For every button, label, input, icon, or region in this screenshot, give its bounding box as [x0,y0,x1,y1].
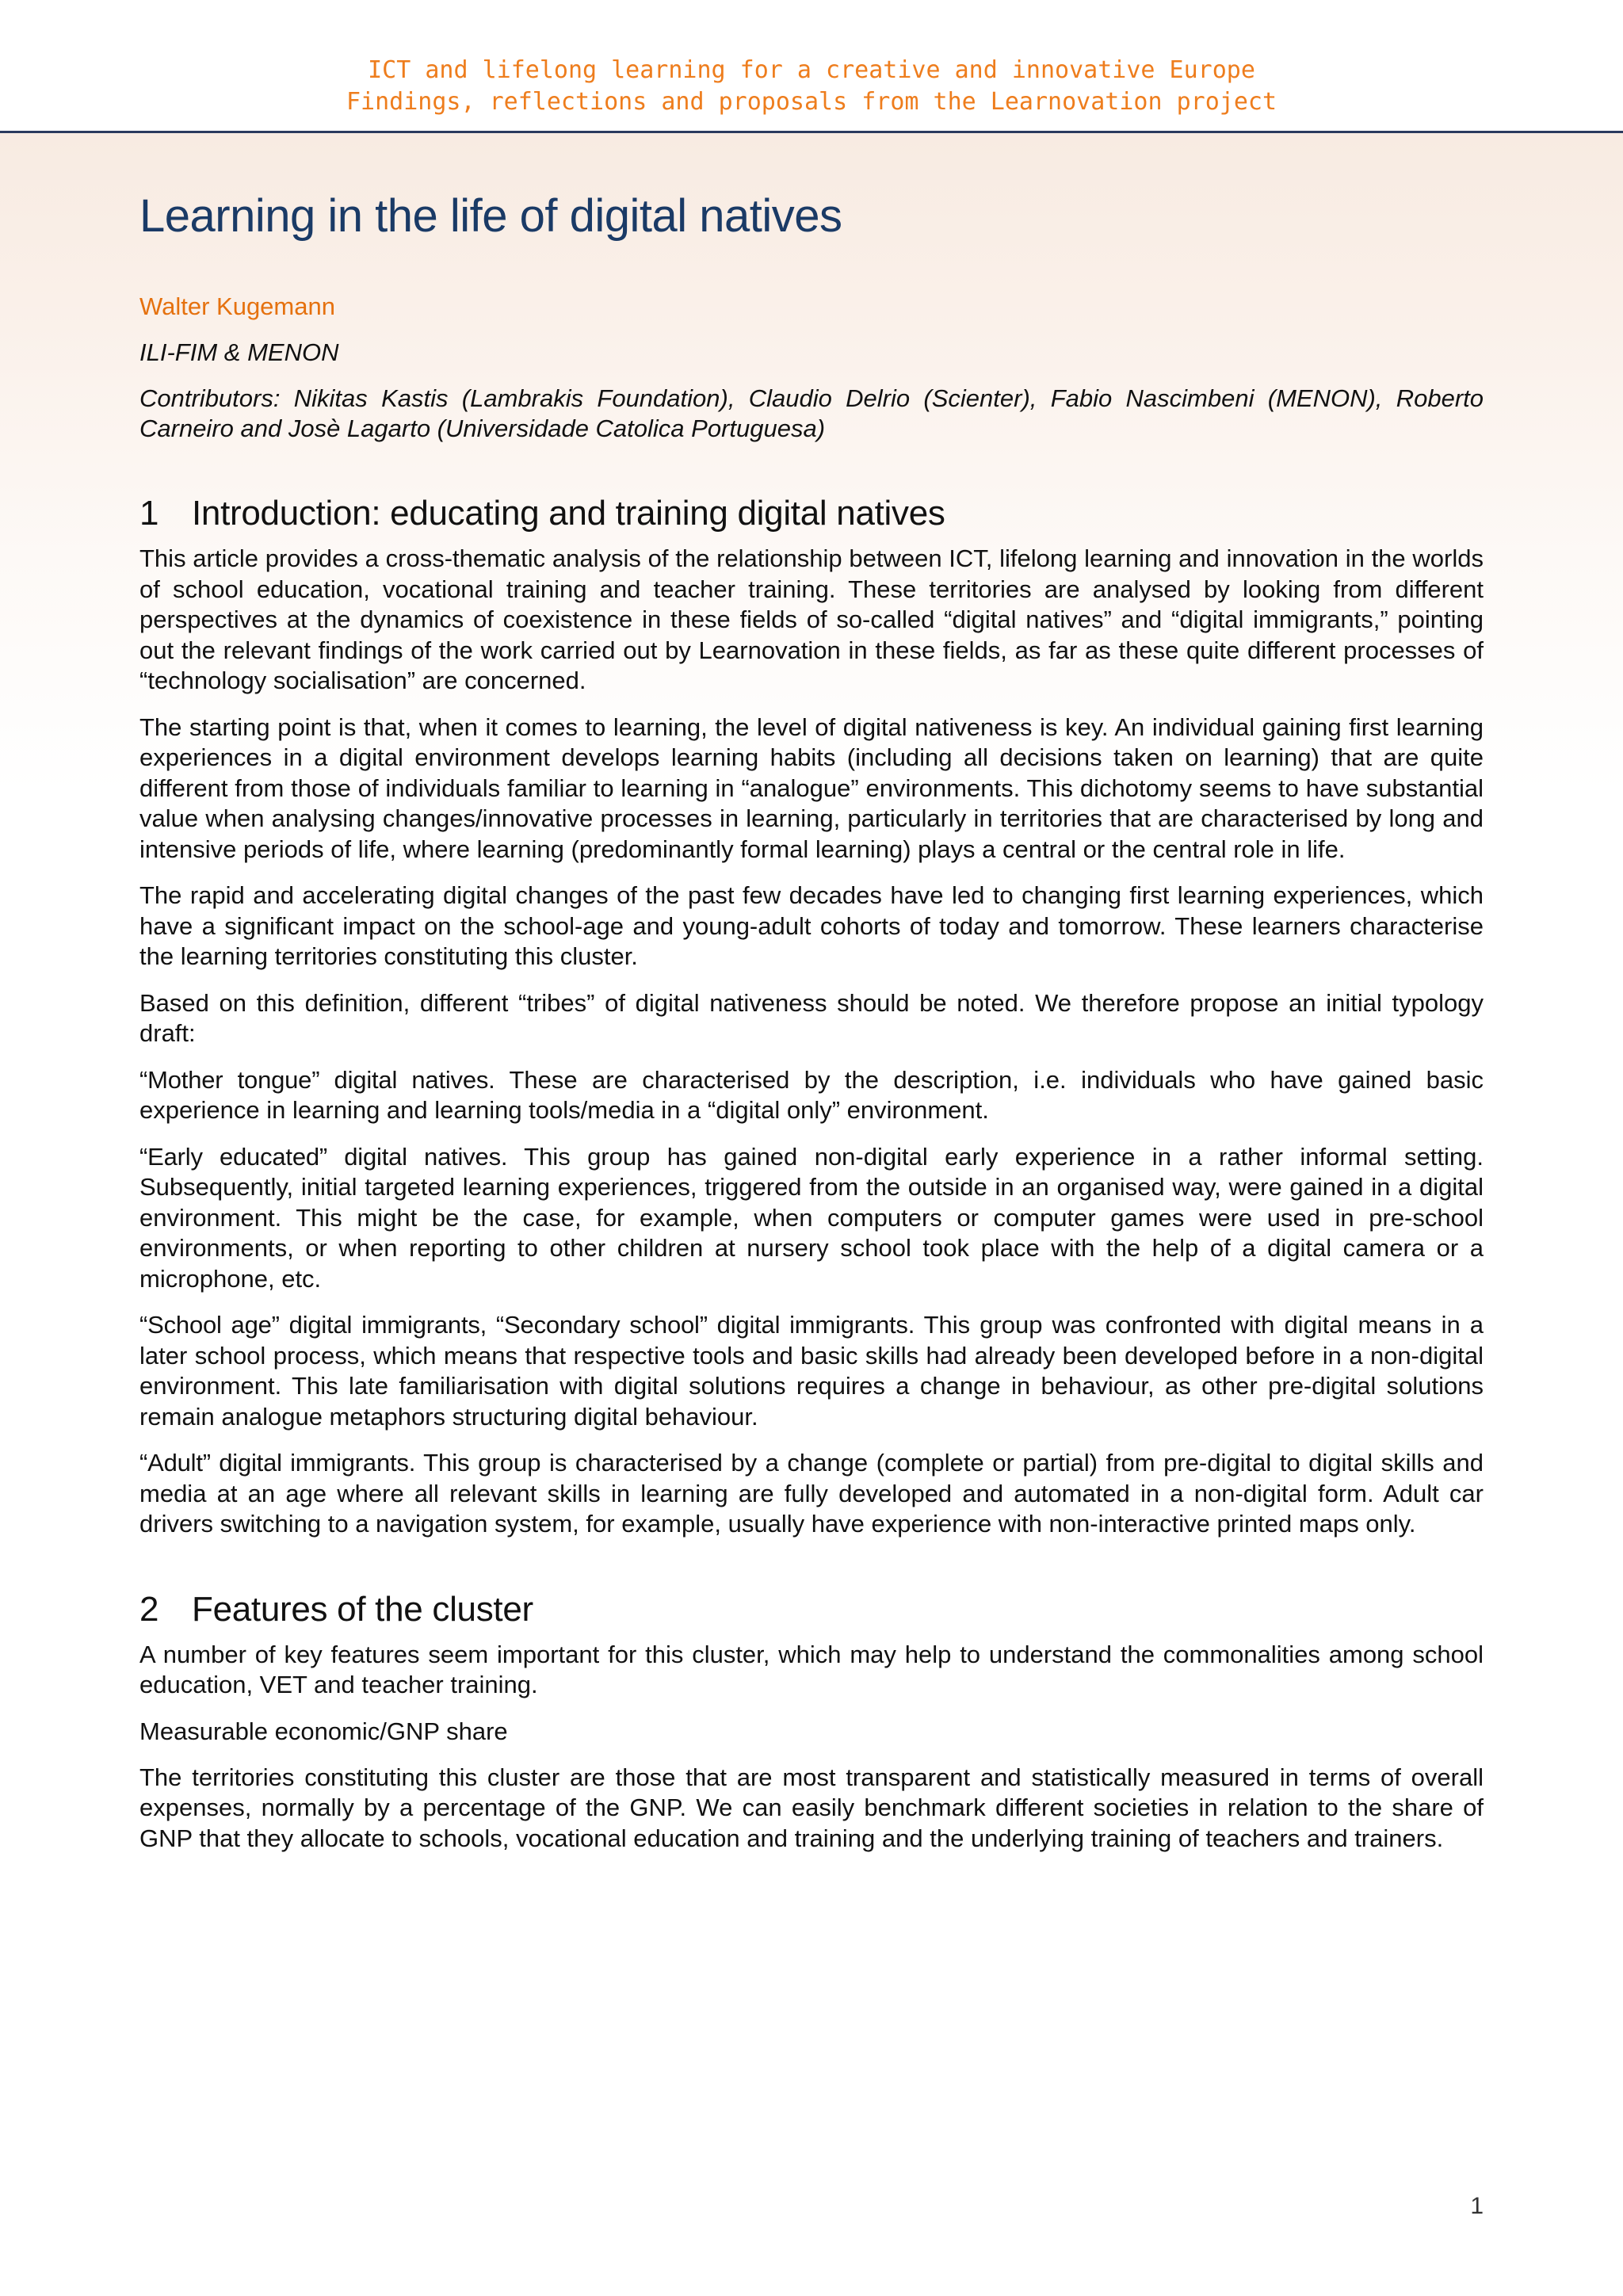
author-affiliation: ILI-FIM & MENON [139,338,339,366]
section-1-title: Introduction: educating and training digital natives [192,494,945,533]
author-name: Walter Kugemann [139,292,335,320]
typology-early-educated [139,1142,1484,1295]
typology-school-age-text: This group was confronted with digital means in a later school process, which means that respective tools and basic skills had already been developed before in a non-digital environment. This late familiarisation with digital solutions requires a change in behaviour, as other pre-digital solutions remain analogue metaphors structuring digital behaviour. [139,1311,1484,1431]
typology-early-educated-lead: “Early educated” digital natives. [139,1142,508,1171]
article-title: Learning in the life of digital natives [139,190,842,242]
section-1-heading [139,491,1484,536]
typology-adult-lead: “Adult” digital immigrants. [139,1449,416,1477]
header-line-1: ICT and lifelong learning for a creative and innovative Europe [368,56,1255,84]
typology-mother-tongue-text: These are characterised by the description, i.e. individuals who have gained basic experience in learning and learning tools/media in a “digital only” environment. [139,1065,1484,1124]
typology-early-educated-text: This group has gained non-digital early experience in a rather informal setting. Subsequently, initial targeted learning experiences, triggered from the outside in an organised way, were gained in a digital environment. This might be the case, for example, when computers or computer games were used in pre-school environments, or when reporting to other children at nursery school took place with the help of a digital camera or a microphone, etc. [139,1142,1484,1293]
section-1-paragraph-2: The starting point is that, when it comes to learning, the level of digital nativeness is key. An individual gaining first learning experiences in a digital environment develops learning habits (including all decisions taken on learning) that are quite different from those of individuals familiar to learning in “analogue” environments. This dichotomy seems to have substantial value when analysing changes/innovative processes in learning, particularly in territories that are characterised by long and intensive periods of life, where learning (predominantly formal learning) plays a central or the central role in life. [139,712,1484,863]
section-1-paragraph-4: Based on this definition, different “tribes” of digital nativeness should be noted. We therefore propose an initial typology draft: [139,988,1484,1047]
typology-adult [139,1448,1484,1540]
article-body [139,189,1484,1870]
typology-adult-text: This group is characterised by a change (complete or partial) from pre-digital to digital skills and media at an age where all relevant skills in learning are fully developed and automated in a non-digital form. Adult car drivers switching to a navigation system, for example, usually have experience with non-interactive printed maps only. [139,1449,1484,1538]
section-2-number: 2 [139,1589,159,1629]
section-2-paragraph-1: A number of key features seem important for this cluster, which may help to understand the commonalities among school education, VET and teacher training. [139,1640,1484,1698]
typology-mother-tongue [139,1065,1484,1126]
section-1-paragraph-3: The rapid and accelerating digital changes of the past few decades have led to changing first learning experiences, which have a significant impact on the school-age and young-adult cohorts of today and tomorrow. These learners characterise the learning territories constituting this cluster. [139,881,1484,970]
section-2-paragraph-2: The territories constituting this cluster are those that are most transparent and statistically measured in terms of overall expenses, normally by a percentage of the GNP. We can easily benchmark different societies in relation to the share of GNP that they allocate to schools, vocational education and training and the underlying training of teachers and trainers. [139,1763,1484,1852]
section-1-paragraph-1: This article provides a cross-thematic analysis of the relationship between ICT, lifelong learning and innovation in the worlds of school education, vocational training and teacher training. These territories are analysed by looking from different perspectives at the dynamics of coexistence in these fields of so-called “digital natives” and “digital immigrants,” pointing out the relevant findings of the work carried out by Learnovation in these fields, as far as these quite different processes of “technology socialisation” are concerned. [139,544,1484,694]
header-line-2: Findings, reflections and proposals from the Learnovation project [346,88,1277,116]
running-header [0,0,1623,133]
typology-school-age [139,1310,1484,1432]
section-2-title: Features of the cluster [192,1589,533,1629]
typology-school-age-lead: “School age” digital immigrants, “Secondary school” digital immigrants. [139,1311,915,1339]
page-number: 1 [1470,2193,1484,2219]
typology-mother-tongue-lead: “Mother tongue” digital natives. [139,1065,495,1094]
section-1-number: 1 [139,494,159,533]
section-2-subheading: Measurable economic/GNP share [139,1717,508,1745]
contributors-line: Contributors: Nikitas Kastis (Lambrakis Foundation), Claudio Delrio (Scienter), Fabio Nascimbeni (MENON), Roberto Carneiro and Josè Lagarto (Universidade Catolica Portuguesa) [139,384,1484,442]
section-2-heading [139,1587,1484,1632]
